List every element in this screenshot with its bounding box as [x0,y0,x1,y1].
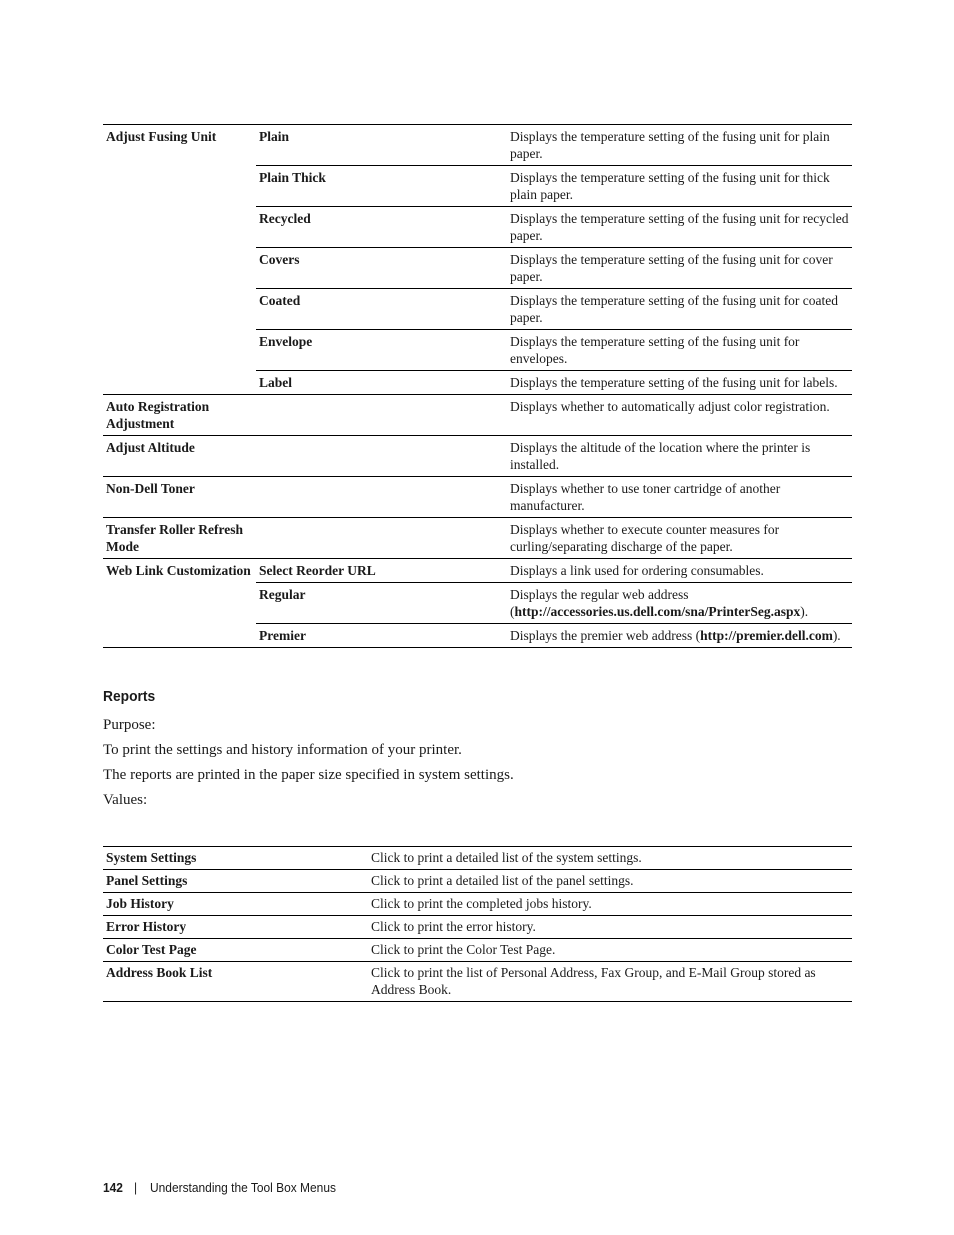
item-cell: Non-Dell Toner [103,477,256,518]
description-cell: Displays whether to automatically adjust color registration. [507,395,852,436]
description-cell: Click to print the Color Test Page. [368,939,852,962]
item-cell: Web Link Customization [106,563,251,578]
values-label: Values: [103,792,148,808]
table-row [103,624,852,648]
description-cell: Click to print the error history. [368,916,852,939]
paper-size-note: The reports are printed in the paper size specified in system settings. [103,767,514,783]
footer-separator: | [134,1180,138,1195]
setting-cell [256,395,507,436]
chapter-title: Understanding the Tool Box Menus [150,1180,336,1195]
table-row [103,395,852,436]
report-name-cell: Panel Settings [103,870,368,893]
report-name-cell: System Settings [103,847,368,870]
setting-cell: Recycled [256,207,507,248]
report-name-cell: Address Book List [103,962,368,1002]
purpose-label: Purpose: [103,717,156,733]
tool-box-settings-table [103,124,852,648]
description-cell: Displays the temperature setting of the fusing unit for labels. [507,371,852,395]
table-row [103,248,852,289]
purpose-text: To print the settings and history information of your printer. [103,742,462,758]
description-text: ). [800,604,809,619]
setting-cell [256,436,507,477]
reports-table [103,846,852,1002]
item-cell [103,248,256,289]
item-cell [103,207,256,248]
setting-cell: Premier [256,624,507,648]
description-text: ). [832,628,841,643]
setting-cell [256,518,507,559]
setting-cell: Regular [256,583,507,624]
description-cell: Click to print a detailed list of the panel settings. [368,870,852,893]
table-row [103,939,852,962]
description-cell: Click to print the list of Personal Address, Fax Group, and E-Mail Group stored as Address Book. [368,962,852,1002]
table-row [103,847,852,870]
item-cell [103,289,256,330]
table-row [103,559,852,583]
table-row [103,330,852,371]
setting-cell: Coated [256,289,507,330]
table-row [103,436,852,477]
table-row [103,518,852,559]
item-cell [103,166,256,207]
item-cell [103,330,256,371]
description-cell [507,624,852,648]
item-cell: Auto Registration Adjustment [103,395,256,436]
setting-cell [256,477,507,518]
description-cell: Displays the temperature setting of the fusing unit for recycled paper. [507,207,852,248]
setting-cell: Envelope [256,330,507,371]
table-row [103,125,852,166]
item-cell: Transfer Roller Refresh Mode [103,518,256,559]
description-cell: Displays the temperature setting of the fusing unit for envelopes. [507,330,852,371]
description-cell: Click to print the completed jobs history. [368,893,852,916]
setting-cell: Plain Thick [256,166,507,207]
item-cell: Adjust Fusing Unit [103,125,256,166]
table-row [103,477,852,518]
table-row [103,916,852,939]
description-cell: Displays whether to execute counter measures for curling/separating discharge of the paper. [507,518,852,559]
description-cell: Displays the temperature setting of the fusing unit for coated paper. [507,289,852,330]
regular-url-link[interactable]: http://accessories.us.dell.com/sna/PrinterSeg.aspx [514,604,801,619]
table-row [103,207,852,248]
table-row [103,962,852,1002]
table-row [103,289,852,330]
report-name-cell: Color Test Page [103,939,368,962]
page-footer [103,1180,336,1195]
setting-cell: Covers [256,248,507,289]
setting-cell: Plain [256,125,507,166]
description-text: Displays the premier web address ( [510,628,701,643]
description-cell: Displays the temperature setting of the fusing unit for thick plain paper. [507,166,852,207]
table-row [103,371,852,395]
description-cell: Displays whether to use toner cartridge of another manufacturer. [507,477,852,518]
description-text: Displays the regular web address ( [510,587,689,619]
table-row [103,893,852,916]
report-name-cell: Job History [103,893,368,916]
description-cell: Displays the temperature setting of the fusing unit for plain paper. [507,125,852,166]
item-cell: Adjust Altitude [103,436,256,477]
description-cell: Displays a link used for ordering consumables. [507,559,852,583]
description-cell: Displays the altitude of the location where the printer is installed. [507,436,852,477]
report-name-cell: Error History [103,916,368,939]
item-cell [103,624,256,648]
setting-cell: Select Reorder URL [256,559,507,583]
section-heading: Reports [103,688,156,705]
table-row [103,166,852,207]
table-row [103,583,852,624]
premier-url-link[interactable]: http://premier.dell.com [700,628,833,643]
description-cell: Click to print a detailed list of the system settings. [368,847,852,870]
description-cell: Displays the temperature setting of the fusing unit for cover paper. [507,248,852,289]
setting-cell: Label [256,371,507,395]
page-number: 142 [103,1180,123,1195]
item-cell [103,371,256,395]
table-row [103,870,852,893]
item-cell [103,583,256,624]
description-cell [507,583,852,624]
